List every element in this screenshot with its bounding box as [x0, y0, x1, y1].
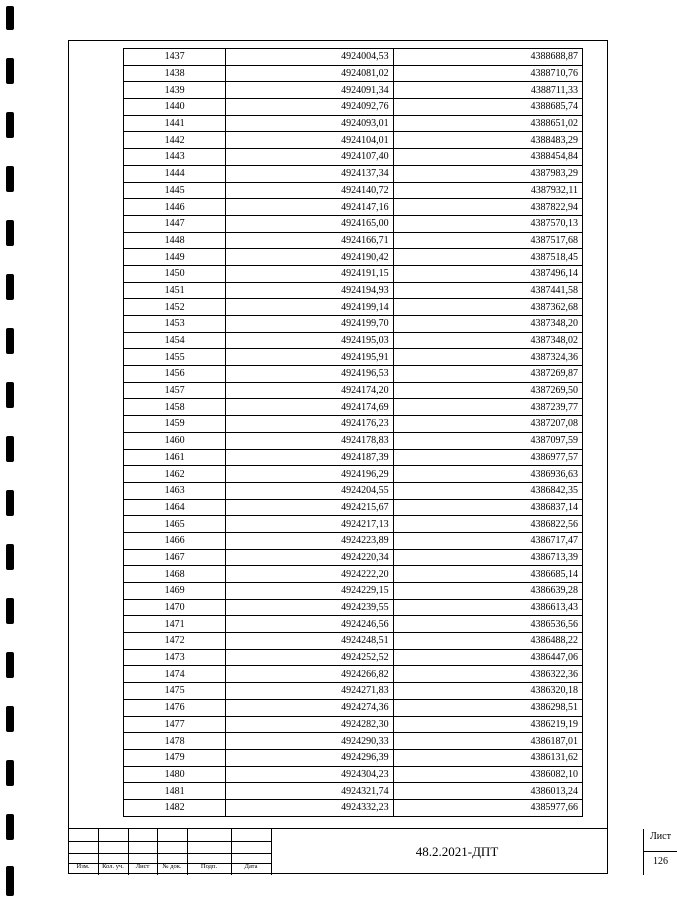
table-row [124, 583, 583, 600]
y-coordinate-cell: 4387097,59 [393, 432, 582, 449]
x-coordinate-cell: 4924199,70 [226, 316, 393, 333]
x-coordinate-cell: 4924222,20 [226, 566, 393, 583]
table-row [124, 132, 583, 149]
table-row [124, 716, 583, 733]
point-number-cell: 1441 [124, 115, 226, 132]
y-coordinate-cell: 4386298,51 [393, 699, 582, 716]
point-number-cell: 1478 [124, 733, 226, 750]
x-coordinate-cell: 4924195,03 [226, 332, 393, 349]
table-row [124, 82, 583, 99]
y-coordinate-cell: 4386131,62 [393, 749, 582, 766]
table-row [124, 683, 583, 700]
point-number-cell: 1446 [124, 199, 226, 216]
y-coordinate-cell: 4387348,20 [393, 316, 582, 333]
y-coordinate-cell: 4387496,14 [393, 265, 582, 282]
x-coordinate-cell: 4924332,23 [226, 799, 393, 816]
x-coordinate-cell: 4924165,00 [226, 215, 393, 232]
x-coordinate-cell: 4924107,40 [226, 149, 393, 166]
point-number-cell: 1482 [124, 799, 226, 816]
y-coordinate-cell: 4386639,28 [393, 583, 582, 600]
y-coordinate-cell: 4386322,36 [393, 666, 582, 683]
y-coordinate-cell: 4387983,29 [393, 165, 582, 182]
table-row [124, 149, 583, 166]
y-coordinate-cell: 4386082,10 [393, 766, 582, 783]
point-number-cell: 1444 [124, 165, 226, 182]
table-row [124, 499, 583, 516]
table-row [124, 516, 583, 533]
x-coordinate-cell: 4924220,34 [226, 549, 393, 566]
y-coordinate-cell: 4386936,63 [393, 466, 582, 483]
x-coordinate-cell: 4924199,14 [226, 299, 393, 316]
x-coordinate-cell: 4924239,55 [226, 599, 393, 616]
x-coordinate-cell: 4924178,83 [226, 432, 393, 449]
table-row [124, 432, 583, 449]
y-coordinate-cell: 4386822,56 [393, 516, 582, 533]
x-coordinate-cell: 4924252,52 [226, 649, 393, 666]
y-coordinate-cell: 4387822,94 [393, 199, 582, 216]
point-number-cell: 1477 [124, 716, 226, 733]
point-number-cell: 1458 [124, 399, 226, 416]
point-number-cell: 1472 [124, 633, 226, 650]
x-coordinate-cell: 4924174,20 [226, 382, 393, 399]
point-number-cell: 1448 [124, 232, 226, 249]
x-coordinate-cell: 4924321,74 [226, 783, 393, 800]
y-coordinate-cell: 4387207,08 [393, 416, 582, 433]
x-coordinate-cell: 4924248,51 [226, 633, 393, 650]
y-coordinate-cell: 4388483,29 [393, 132, 582, 149]
point-number-cell: 1454 [124, 332, 226, 349]
y-coordinate-cell: 4386685,14 [393, 566, 582, 583]
point-number-cell: 1469 [124, 583, 226, 600]
x-coordinate-cell: 4924104,01 [226, 132, 393, 149]
x-coordinate-cell: 4924204,55 [226, 482, 393, 499]
table-row [124, 466, 583, 483]
y-coordinate-cell: 4388710,76 [393, 65, 582, 82]
x-coordinate-cell: 4924215,67 [226, 499, 393, 516]
table-row [124, 666, 583, 683]
document-code: 48.2.2021-ДПТ [415, 844, 499, 859]
table-row [124, 633, 583, 650]
x-coordinate-cell: 4924137,34 [226, 165, 393, 182]
point-number-cell: 1437 [124, 49, 226, 66]
x-coordinate-cell: 4924304,23 [226, 766, 393, 783]
y-coordinate-cell: 4387932,11 [393, 182, 582, 199]
table-row [124, 616, 583, 633]
stamp-label-list: Лист [135, 863, 150, 870]
point-number-cell: 1450 [124, 265, 226, 282]
sheet-label: Лист [650, 831, 671, 842]
table-row [124, 482, 583, 499]
y-coordinate-cell: 4386977,57 [393, 449, 582, 466]
table-row [124, 699, 583, 716]
sheet-box [643, 829, 677, 875]
y-coordinate-cell: 4386320,18 [393, 683, 582, 700]
point-number-cell: 1443 [124, 149, 226, 166]
y-coordinate-cell: 4388685,74 [393, 99, 582, 116]
x-coordinate-cell: 4924092,76 [226, 99, 393, 116]
point-number-cell: 1442 [124, 132, 226, 149]
y-coordinate-cell: 4388454,84 [393, 149, 582, 166]
x-coordinate-cell: 4924091,34 [226, 82, 393, 99]
table-row [124, 282, 583, 299]
point-number-cell: 1480 [124, 766, 226, 783]
table-row [124, 316, 583, 333]
point-number-cell: 1467 [124, 549, 226, 566]
y-coordinate-cell: 4387239,77 [393, 399, 582, 416]
table-row [124, 366, 583, 383]
point-number-cell: 1452 [124, 299, 226, 316]
x-coordinate-cell: 4924229,15 [226, 583, 393, 600]
y-coordinate-cell: 4386842,35 [393, 482, 582, 499]
y-coordinate-cell: 4388651,02 [393, 115, 582, 132]
point-number-cell: 1460 [124, 432, 226, 449]
coordinates-table-body [124, 49, 583, 817]
table-row [124, 649, 583, 666]
point-number-cell: 1462 [124, 466, 226, 483]
x-coordinate-cell: 4924176,23 [226, 416, 393, 433]
table-row [124, 199, 583, 216]
x-coordinate-cell: 4924081,02 [226, 65, 393, 82]
point-number-cell: 1440 [124, 99, 226, 116]
x-coordinate-cell: 4924266,82 [226, 666, 393, 683]
table-row [124, 549, 583, 566]
table-row [124, 566, 583, 583]
point-number-cell: 1468 [124, 566, 226, 583]
table-row [124, 65, 583, 82]
point-number-cell: 1476 [124, 699, 226, 716]
y-coordinate-cell: 4388688,87 [393, 49, 582, 66]
table-row [124, 416, 583, 433]
point-number-cell: 1470 [124, 599, 226, 616]
point-number-cell: 1463 [124, 482, 226, 499]
x-coordinate-cell: 4924195,91 [226, 349, 393, 366]
x-coordinate-cell: 4924271,83 [226, 683, 393, 700]
x-coordinate-cell: 4924246,56 [226, 616, 393, 633]
table-row [124, 249, 583, 266]
y-coordinate-cell: 4386488,22 [393, 633, 582, 650]
x-coordinate-cell: 4924147,16 [226, 199, 393, 216]
y-coordinate-cell: 4386837,14 [393, 499, 582, 516]
point-number-cell: 1453 [124, 316, 226, 333]
table-row [124, 265, 583, 282]
y-coordinate-cell: 4386717,47 [393, 532, 582, 549]
point-number-cell: 1479 [124, 749, 226, 766]
x-coordinate-cell: 4924194,93 [226, 282, 393, 299]
point-number-cell: 1456 [124, 366, 226, 383]
y-coordinate-cell: 4387441,58 [393, 282, 582, 299]
point-number-cell: 1464 [124, 499, 226, 516]
table-row [124, 332, 583, 349]
y-coordinate-cell: 4386013,24 [393, 783, 582, 800]
x-coordinate-cell: 4924004,53 [226, 49, 393, 66]
table-row [124, 49, 583, 66]
stamp-label-izm: Изм. [76, 863, 90, 870]
table-row [124, 449, 583, 466]
x-coordinate-cell: 4924140,72 [226, 182, 393, 199]
y-coordinate-cell: 4387518,45 [393, 249, 582, 266]
x-coordinate-cell: 4924282,30 [226, 716, 393, 733]
y-coordinate-cell: 4386613,43 [393, 599, 582, 616]
x-coordinate-cell: 4924174,69 [226, 399, 393, 416]
table-row [124, 182, 583, 199]
stamp-label-podp: Подп. [200, 863, 218, 870]
x-coordinate-cell: 4924093,01 [226, 115, 393, 132]
point-number-cell: 1447 [124, 215, 226, 232]
binding-marks [6, 0, 20, 905]
y-coordinate-cell: 4387269,50 [393, 382, 582, 399]
table-row [124, 99, 583, 116]
table-row [124, 749, 583, 766]
x-coordinate-cell: 4924191,15 [226, 265, 393, 282]
sheet-number: 126 [644, 851, 677, 867]
stamp-label-kol: Кол. уч. [102, 863, 124, 870]
y-coordinate-cell: 4385977,66 [393, 799, 582, 816]
y-coordinate-cell: 4387362,68 [393, 299, 582, 316]
table-row [124, 532, 583, 549]
table-row [124, 215, 583, 232]
table-row [124, 799, 583, 816]
stamp-label-date: Дата [244, 863, 258, 870]
table-row [124, 299, 583, 316]
y-coordinate-cell: 4387348,02 [393, 332, 582, 349]
table-row [124, 733, 583, 750]
x-coordinate-cell: 4924187,39 [226, 449, 393, 466]
x-coordinate-cell: 4924196,29 [226, 466, 393, 483]
y-coordinate-cell: 4386219,19 [393, 716, 582, 733]
y-coordinate-cell: 4387517,68 [393, 232, 582, 249]
point-number-cell: 1466 [124, 532, 226, 549]
table-row [124, 599, 583, 616]
point-number-cell: 1451 [124, 282, 226, 299]
y-coordinate-cell: 4386187,01 [393, 733, 582, 750]
table-row [124, 232, 583, 249]
point-number-cell: 1438 [124, 65, 226, 82]
point-number-cell: 1475 [124, 683, 226, 700]
point-number-cell: 1473 [124, 649, 226, 666]
y-coordinate-cell: 4387269,87 [393, 366, 582, 383]
coordinates-table [123, 48, 583, 817]
point-number-cell: 1449 [124, 249, 226, 266]
x-coordinate-cell: 4924217,13 [226, 516, 393, 533]
table-row [124, 349, 583, 366]
x-coordinate-cell: 4924296,39 [226, 749, 393, 766]
point-number-cell: 1455 [124, 349, 226, 366]
x-coordinate-cell: 4924223,89 [226, 532, 393, 549]
point-number-cell: 1481 [124, 783, 226, 800]
point-number-cell: 1439 [124, 82, 226, 99]
point-number-cell: 1461 [124, 449, 226, 466]
x-coordinate-cell: 4924290,33 [226, 733, 393, 750]
table-row [124, 165, 583, 182]
table-row [124, 766, 583, 783]
x-coordinate-cell: 4924166,71 [226, 232, 393, 249]
point-number-cell: 1457 [124, 382, 226, 399]
table-row [124, 399, 583, 416]
stamp-label-doc: № док. [162, 863, 182, 870]
y-coordinate-cell: 4388711,33 [393, 82, 582, 99]
y-coordinate-cell: 4387570,13 [393, 215, 582, 232]
point-number-cell: 1474 [124, 666, 226, 683]
title-block [68, 828, 671, 875]
x-coordinate-cell: 4924274,36 [226, 699, 393, 716]
table-row [124, 115, 583, 132]
table-row [124, 783, 583, 800]
table-row [124, 382, 583, 399]
point-number-cell: 1459 [124, 416, 226, 433]
y-coordinate-cell: 4386536,56 [393, 616, 582, 633]
y-coordinate-cell: 4386447,06 [393, 649, 582, 666]
point-number-cell: 1445 [124, 182, 226, 199]
point-number-cell: 1465 [124, 516, 226, 533]
x-coordinate-cell: 4924196,53 [226, 366, 393, 383]
x-coordinate-cell: 4924190,42 [226, 249, 393, 266]
y-coordinate-cell: 4386713,39 [393, 549, 582, 566]
point-number-cell: 1471 [124, 616, 226, 633]
y-coordinate-cell: 4387324,36 [393, 349, 582, 366]
